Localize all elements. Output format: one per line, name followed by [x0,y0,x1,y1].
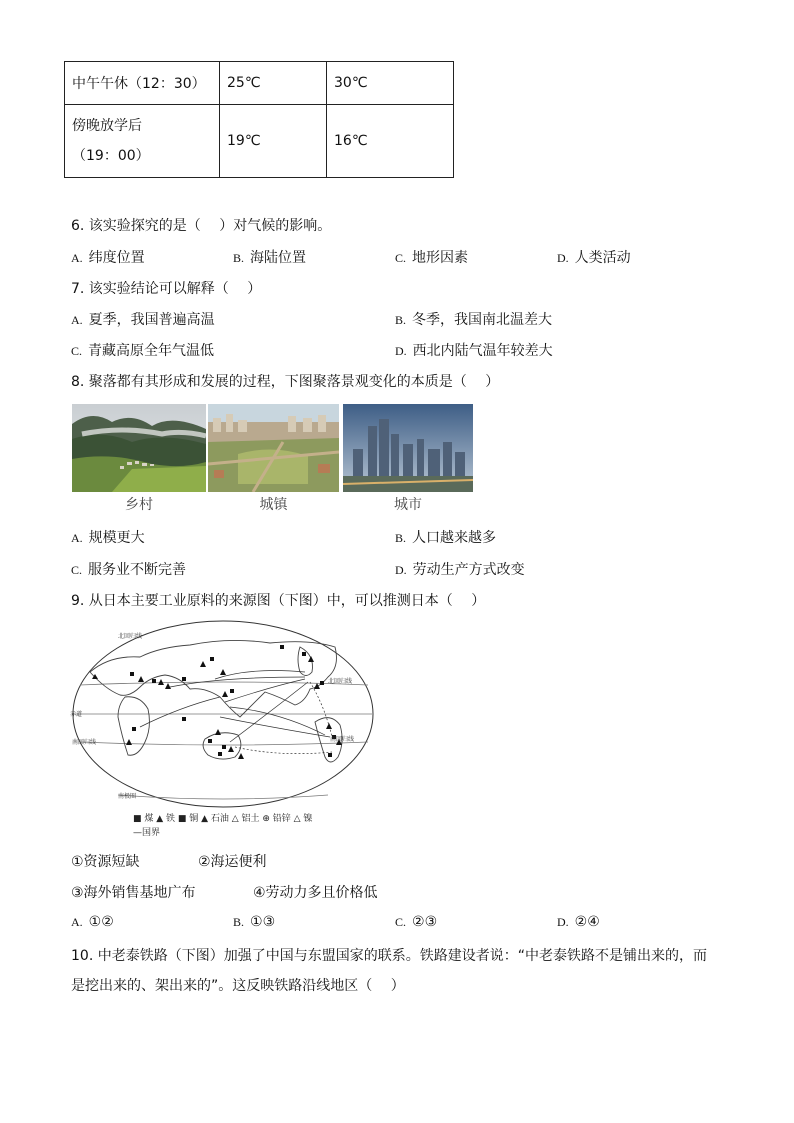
option-text: 人口越来越多 [412,530,497,546]
q9-option-b[interactable] [233,914,275,930]
q8-option-b[interactable] [395,527,496,547]
question-9-stem: 9. 从日本主要工业原料的来源图（下图）中，可以推测日本（ ） [71,593,486,609]
q6-option-b[interactable] [233,247,306,267]
table-row [65,62,454,105]
q9-statement-2: ②海运便利 [198,854,267,870]
table-row [65,105,454,178]
option-text: 规模更大 [88,530,145,546]
caption-town: 城镇 [259,497,288,513]
q9-option-d[interactable] [557,914,600,930]
option-letter: D. [557,251,569,265]
q9-statement-4: ④劳动力多且价格低 [253,885,378,901]
map-label-north-tropic-left: 北回归线 [118,633,143,640]
cell-label-main: 傍晚放学后 [72,118,142,134]
option-text: 劳动生产方式改变 [412,562,525,578]
option-letter: B. [233,251,245,265]
option-text: ②③ [412,914,438,930]
option-letter: A. [71,251,83,265]
table-cell-value: 19℃ [220,105,327,178]
q8-option-a[interactable] [71,527,145,547]
question-8-stem: 8. 聚落都有其形成和发展的过程，下图聚落景观变化的本质是（ ） [71,374,500,390]
option-letter: B. [233,915,245,929]
option-text: 服务业不断完善 [88,562,187,578]
option-letter: A. [71,313,83,327]
q9-statement-3: ③海外销售基地广布 [71,885,196,901]
world-resource-map [70,617,380,815]
map-label-south-tropic-left: 南回归线 [72,739,97,746]
q6-option-c[interactable] [395,247,468,267]
table-cell-label: 中午午休（12：30） [65,62,220,105]
option-letter: A. [71,915,83,929]
q7-option-a[interactable] [71,309,215,329]
table-cell-value: 25℃ [220,62,327,105]
option-text: 地形因素 [412,250,469,266]
option-text: 青藏高原全年气温低 [88,343,215,359]
map-legend-border: —国界 [133,828,161,838]
option-text: ②④ [574,914,600,930]
question-6-stem: 6. 该实验探究的是（ ）对气候的影响。 [71,218,332,234]
q6-option-a[interactable] [71,247,145,267]
village-photo [72,404,206,492]
q7-option-b[interactable] [395,309,552,329]
q7-option-c[interactable] [71,340,214,360]
question-10-stem-line2: 是挖出来的、架出来的”。这反映铁路沿线地区（ ） [71,978,405,994]
option-text: 冬季，我国南北温差大 [412,312,553,328]
q7-option-d[interactable] [395,340,553,360]
question-10-stem-line1: 10. 中老泰铁路（下图）加强了中国与东盟国家的联系。铁路建设者说：“中老泰铁路不是铺出来的，而 [71,948,707,964]
cell-label-time: （19：00） [72,148,150,164]
option-letter: A. [71,531,83,545]
option-text: 海陆位置 [250,250,307,266]
caption-village: 乡村 [125,497,153,513]
option-letter: D. [395,344,407,358]
option-text: 夏季，我国普遍高温 [88,312,215,328]
option-letter: B. [395,313,407,327]
option-text: 人类活动 [574,250,631,266]
table-cell-value: 16℃ [327,105,454,178]
town-photo [208,404,339,492]
map-label-equator: 赤道 [70,711,83,718]
q9-statement-1: ①资源短缺 [71,854,140,870]
city-photo [343,404,473,492]
q8-option-d[interactable] [395,559,525,579]
q8-option-c[interactable] [71,559,186,579]
q9-option-c[interactable] [395,914,437,930]
temperature-table [64,61,454,178]
option-letter: C. [395,251,407,265]
table-cell-value: 30℃ [327,62,454,105]
option-text: ①② [88,914,114,930]
caption-city: 城市 [394,497,422,513]
q9-option-a[interactable] [71,914,114,930]
map-label-antarctic: 南极圈 [118,793,137,800]
option-letter: B. [395,531,407,545]
map-legend-symbols: ■ 煤 ▲ 铁 ■ 铜 ▲ 石油 △ 铝土 ⊕ 铅锌 △ 镍 [133,814,313,824]
option-letter: C. [71,563,83,577]
option-text: 纬度位置 [88,250,145,266]
table-cell-label [65,105,220,178]
option-text: 西北内陆气温年较差大 [412,343,553,359]
q6-option-d[interactable] [557,247,631,267]
option-letter: C. [395,915,407,929]
map-label-north-tropic-right: 北回归线 [328,678,353,685]
option-letter: C. [71,344,83,358]
option-letter: D. [395,563,407,577]
map-label-south-tropic-right: 南回归线 [330,736,355,743]
question-7-stem: 7. 该实验结论可以解释（ ） [71,281,262,297]
option-letter: D. [557,915,569,929]
option-text: ①③ [250,914,276,930]
